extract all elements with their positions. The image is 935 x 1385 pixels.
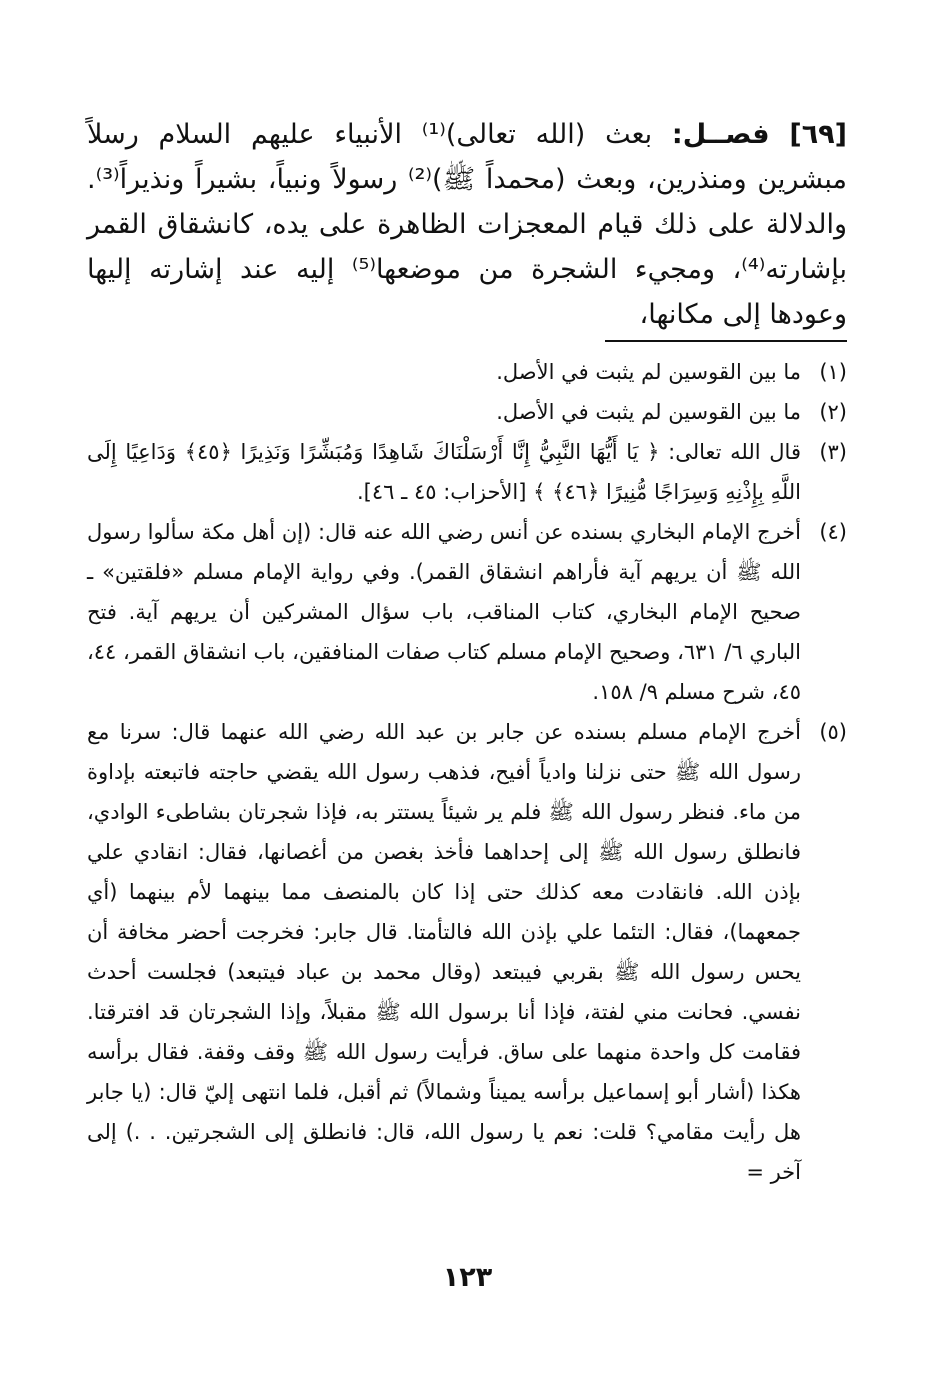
footnote-3 (87, 432, 847, 512)
footnote-1 (87, 352, 847, 392)
footnote-separator (605, 340, 847, 342)
footnote-2 (87, 392, 847, 432)
footnote-number: (٥) (819, 720, 847, 744)
main-body-text: بعث (الله تعالى)⁽¹⁾ الأنبياء عليهم السلام رسلاً مبشرين ومنذرين، وبعث (محمداً ﷺ)⁽²⁾ رسولاً ونبياً، بشيراً ونذيراً⁽³⁾. والدلالة على ذلك قيام المعجزات الظاهرة على يده، كانشقاق القمر بإشارته⁽⁴⁾، ومجيء الشجرة من موضعها⁽⁵⁾ إليه عند إشارته إليها وعودها إلى مكانها، (87, 119, 847, 330)
footnote-number: (٤) (819, 520, 847, 544)
page-number: ١٢٣ (442, 1262, 493, 1293)
main-paragraph (87, 112, 847, 337)
footnote-5 (87, 712, 847, 1192)
section-number: [٦٩] (789, 119, 847, 150)
footnote-text: أخرج الإمام مسلم بسنده عن جابر بن عبد الله رضي الله عنهما قال: سرنا مع رسول الله ﷺ حتى نزلنا وادياً أفيح، فذهب رسول الله يقضي حاجته فاتبعته بإداوة من ماء. فنظر رسول الله ﷺ فلم ير شيئاً يستتر به، فإذا شجرتان بشاطىء الوادي، فانطلق رسول الله ﷺ إلى إحداهما فأخذ بغصن من أغصانها، فقال: انقادي علي بإذن الله. فانقادت معه كذلك حتى إذا كان بالمنصف مما بينهما لأم بينهما (أي جمعهما)، فقال: التئما علي بإذن الله فالتأمتا. قال جابر: فخرجت أحضر مخافة أن يحس رسول الله ﷺ بقربي فيبتعد (وقال محمد بن عباد فيتبعد) فجلست أحدث نفسي. فحانت مني لفتة، فإذا أنا برسول الله ﷺ مقبلاً، وإذا الشجرتان قد افترقتا. فقامت كل واحدة منهما على ساق. فرأيت رسول الله ﷺ وقف وقفة. فقال برأسه هكذا (أشار أبو إسماعيل برأسه يميناً وشمالاً) ثم أقبل، فلما انتهى إليّ قال: (يا جابر هل رأيت مقامي؟ قلت: نعم يا رسول الله، قال: فانطلق إلى الشجرتين. . .) إلى آخر = (87, 720, 801, 1184)
footnote-text: أخرج الإمام البخاري بسنده عن أنس رضي الله عنه قال: (إن أهل مكة سألوا رسول الله ﷺ أن يريهم آية فأراهم انشقاق القمر). وفي رواية الإمام مسلم «فلقتين» ـ صحيح الإمام البخاري، كتاب المناقب، باب سؤال المشركين أن يريهم آية. فتح الباري ٦/ ٦٣١، وصحيح الإمام مسلم كتاب صفات المنافقين، باب انشقاق القمر، ٤٤، ٤٥، شرح مسلم ٩/ ١٥٨. (87, 520, 801, 704)
section-title: فصــل: (671, 119, 770, 150)
footnote-text: ما بين القوسين لم يثبت في الأصل. (496, 360, 801, 384)
footnote-4 (87, 512, 847, 712)
footnote-text: ما بين القوسين لم يثبت في الأصل. (496, 400, 801, 424)
footnotes (87, 352, 847, 1192)
footnote-number: (٢) (819, 400, 847, 424)
footnote-text: قال الله تعالى: ﴿ يَا أَيُّهَا النَّبِيُّ إِنَّا أَرْسَلْنَاكَ شَاهِدًا وَمُبَشِّرًا وَنَذِيرًا ﴿٤٥﴾ وَدَاعِيًا إِلَى اللَّهِ بِإِذْنِهِ وَسِرَاجًا مُّنِيرًا ﴿٤٦﴾ ﴾ [الأحزاب: ٤٥ ـ ٤٦]. (87, 440, 801, 504)
footnote-number: (١) (819, 360, 847, 384)
footnote-number: (٣) (819, 440, 847, 464)
